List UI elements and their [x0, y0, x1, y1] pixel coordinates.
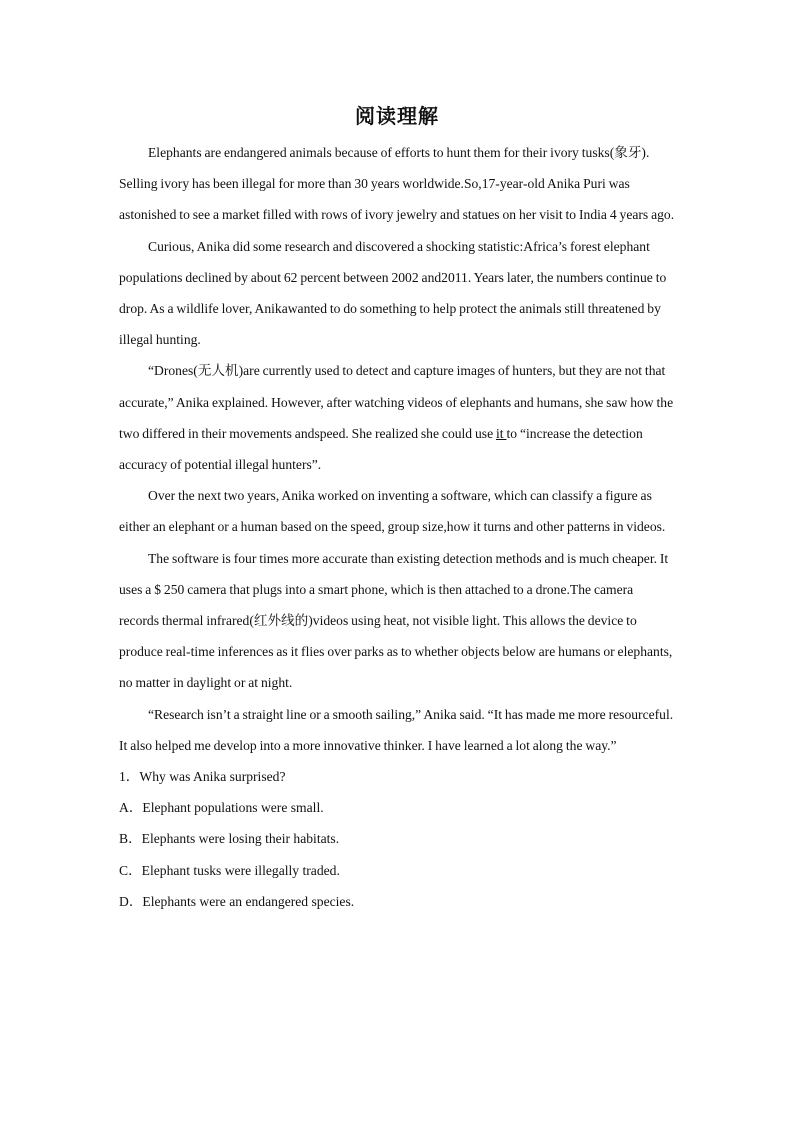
- passage-paragraph-6: “Research isn’t a straight line or a smooth sailing,” Anika said. “It has made me more resourceful. It also helped me develop into a more innovative thinker. I have learned a lot along the way.”: [119, 706, 674, 753]
- reading-passage: [119, 137, 675, 917]
- underlined-word-it: it: [496, 425, 507, 441]
- paragraph-3-text-start: “Drones(无人机)are currently used to detect and capture images of hunters, but they are not that accurate,” Anika explained. However, after watching videos of elephants and humans, she saw how the two differed in their movements andspeed. She realized she could use: [119, 363, 674, 441]
- option-b: B．Elephants were losing their habitats.: [119, 831, 340, 847]
- option-a: A．Elephant populations were small.: [119, 800, 324, 816]
- question-block: [119, 761, 675, 917]
- paragraph-3-text-end: to “increase the detection accuracy of potential illegal hunters”.: [119, 425, 643, 473]
- passage-paragraph-1: Elephants are endangered animals because of efforts to hunt them for their ivory tusks(象牙). Selling ivory has been illegal for more than 30 years worldwide.So,17-year-old Anika Puri was astonished to see a market filled with rows of ivory jewelry and statues on her visit to India 4 years ago.: [119, 145, 675, 223]
- option-c: C．Elephant tusks were illegally traded.: [119, 862, 340, 878]
- option-d: D．Elephants were an endangered species.: [119, 893, 355, 909]
- passage-paragraph-4: Over the next two years, Anika worked on inventing a software, which can classify a figure as either an elephant or a human based on the speed, group size,how it turns and other patterns in videos.: [119, 488, 666, 535]
- question-1-text: 1．Why was Anika surprised?: [119, 769, 286, 785]
- page-title: 阅读理解: [355, 106, 439, 128]
- passage-paragraph-3: [119, 355, 675, 480]
- passage-paragraph-2: Curious, Anika did some research and discovered a shocking statistic:Africa’s forest elephant populations declined by about 62 percent between 2002 and2011. Years later, the numbers continue to drop. As a wildlife lover, Anikawanted to do something to help protect the animals still threatened by illegal hunting.: [119, 238, 667, 348]
- passage-paragraph-5: The software is four times more accurate than existing detection methods and is much cheaper. It uses a $ 250 camera that plugs into a smart phone, which is then attached to a drone.The camera records thermal infrared(红外线的)videos using heat, not visible light. This allows the device to produce real-time inferences as it flies over parks as to whether objects below are humans or elephants, no matter in daylight or at night.: [119, 550, 673, 691]
